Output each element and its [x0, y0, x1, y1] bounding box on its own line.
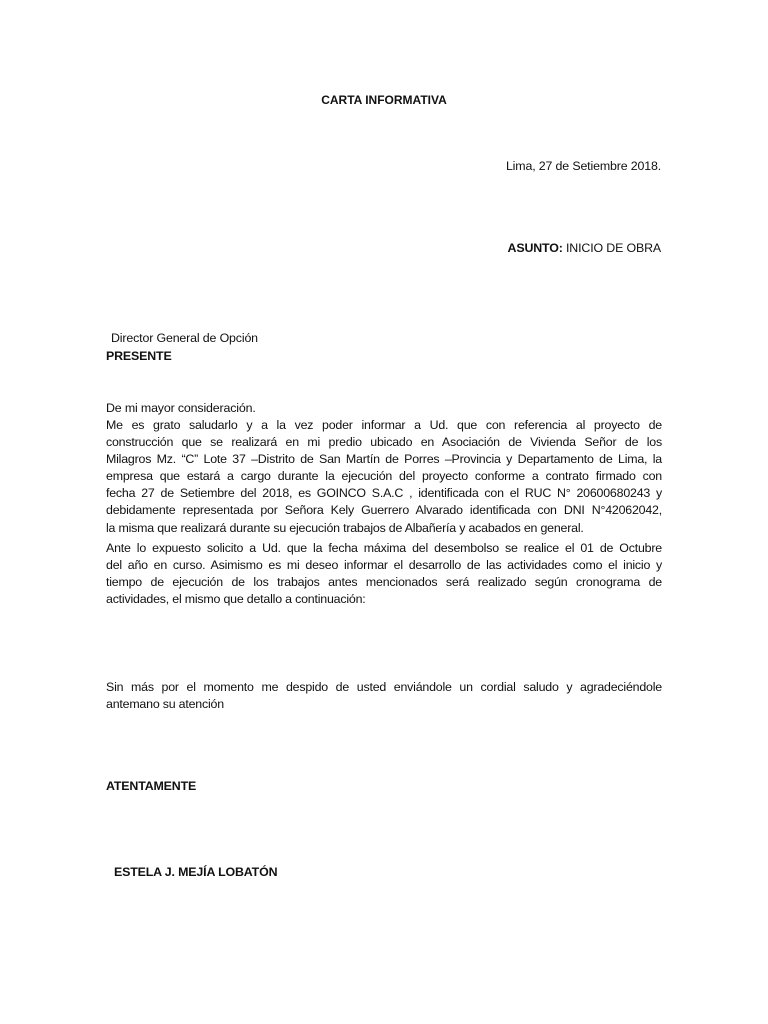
- recipient-title: Director General de Opción: [111, 331, 258, 345]
- subject-value: INICIO DE OBRA: [566, 241, 661, 255]
- body-line: actividades, el mismo que detallo a continuación:: [106, 592, 366, 607]
- body-line: Milagros Mz. “C” Lote 37 –Distrito de San Martín de Porres –Provincia y Departamento de Lima, la: [106, 452, 662, 467]
- letter-date: Lima, 27 de Setiembre 2018.: [505, 159, 661, 173]
- body-paragraph-1: [106, 417, 662, 537]
- body-line: la misma que realizará durante su ejecución trabajos de Albañería y acabados en general.: [106, 520, 584, 535]
- subject-label: ASUNTO:: [507, 241, 563, 255]
- body-line: Sin más por el momento me despido de usted enviándole un cordial saludo y agradeciéndole: [106, 680, 662, 694]
- body-line: del año en curso. Asimismo es mi deseo informar el desarrollo de las actividades como el inicio y: [106, 558, 662, 573]
- signature-name: ESTELA J. MEJÍA LOBATÓN: [114, 865, 278, 879]
- body-line: Ante lo expuesto solicito a Ud. que la fecha máxima del desembolso se realice el 01 de Octubre: [106, 541, 662, 555]
- body-line: construcción que se realizará en mi predio ubicado en Asociación de Vivienda Señor de los: [106, 435, 662, 450]
- signoff: ATENTAMENTE: [106, 779, 197, 793]
- body-line: Me es grato saludarlo y a la vez poder informar a Ud. que con referencia al proyecto de: [106, 418, 662, 432]
- body-paragraph-2: [106, 540, 662, 608]
- closing-paragraph: [106, 679, 662, 713]
- body-line: debidamente representada por Señora Kely Guerrero Alvarado identificada con DNI N°42062042,: [106, 503, 662, 518]
- body-line: empresa que estará a cargo durante la ejecución del proyecto conforme a contrato firmado con: [106, 469, 662, 484]
- letter-subject: [508, 240, 661, 257]
- body-line: antemano su atención: [106, 697, 224, 712]
- body-line: fecha 27 de Setiembre del 2018, es GOINCO S.A.C , identificada con el RUC N° 20600680243 y: [106, 486, 662, 501]
- body-line: tiempo de ejecución de los trabajos antes mencionados será realizado según cronograma de: [106, 575, 662, 590]
- recipient-present: PRESENTE: [106, 349, 172, 363]
- letter-title: CARTA INFORMATIVA: [321, 93, 447, 107]
- greeting: De mi mayor consideración.: [106, 401, 256, 415]
